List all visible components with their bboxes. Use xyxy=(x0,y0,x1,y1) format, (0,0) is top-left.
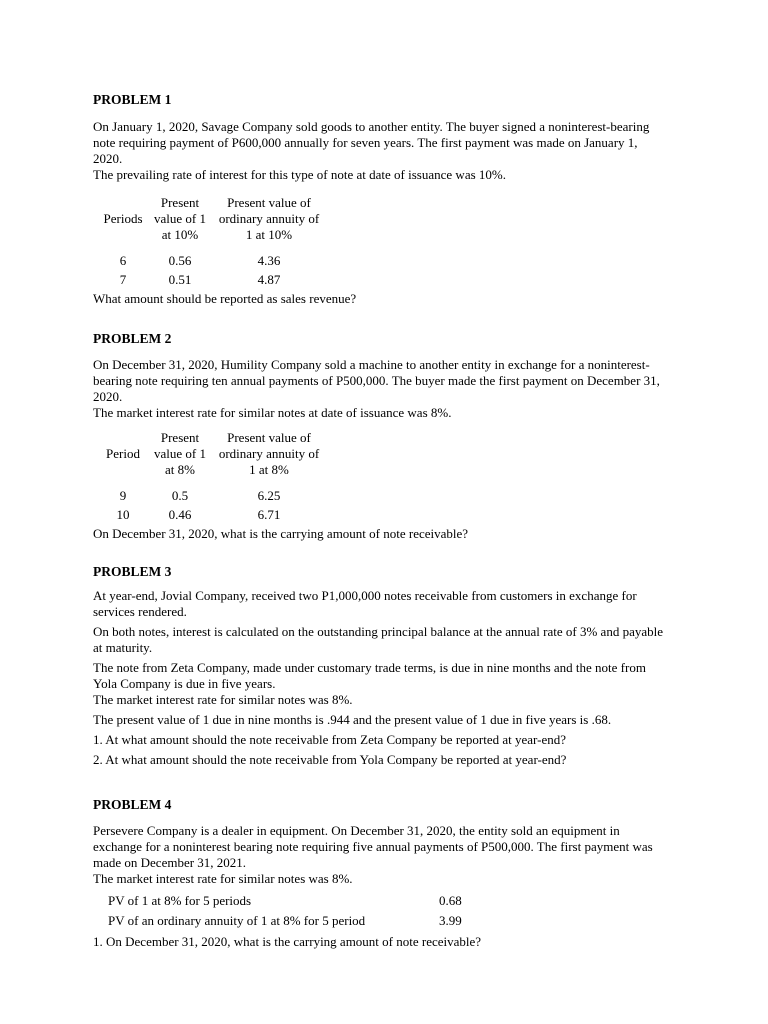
table-header: 1 at 10% xyxy=(245,227,293,242)
table-row xyxy=(97,507,327,523)
table-cell: 4.36 xyxy=(257,253,281,268)
problem-2-question: On December 31, 2020, what is the carrying amount of note receivable? xyxy=(93,526,469,541)
problem-3-question-1: 1. At what amount should the note receivable from Zeta Company be reported at year-end? xyxy=(93,732,566,747)
table-cell: 6 xyxy=(119,253,127,268)
problem-1-pv-table xyxy=(97,195,327,288)
pv-value: 3.99 xyxy=(439,913,462,928)
table-row xyxy=(97,272,327,288)
problem-4-heading: PROBLEM 4 xyxy=(93,797,172,812)
table-cell: 0.5 xyxy=(171,488,189,503)
table-header: value of 1 xyxy=(154,211,206,226)
problem-2-heading: PROBLEM 2 xyxy=(93,331,172,346)
problem-3-pv-text: The present value of 1 due in nine months is .944 and the present value of 1 due in five years is .68. xyxy=(93,712,612,727)
table-header: Present xyxy=(160,430,200,445)
problem-2-rate-text: The market interest rate for similar notes at date of issuance was 8%. xyxy=(93,405,452,420)
table-cell: 4.87 xyxy=(257,272,281,287)
table-cell: 0.56 xyxy=(168,253,192,268)
pv-label: PV of an ordinary annuity of 1 at 8% for 5 period xyxy=(108,913,366,928)
problem-3-body xyxy=(93,588,663,768)
problem-4-question-1: 1. On December 31, 2020, what is the carrying amount of note receivable? xyxy=(93,934,482,949)
table-header: at 10% xyxy=(161,227,199,242)
problem-3-heading: PROBLEM 3 xyxy=(93,564,172,579)
table-row xyxy=(97,253,327,269)
problem-1-paragraph: On January 1, 2020, Savage Company sold goods to another entity. The buyer signed a noninterest-bearing note requiring payment of P600,000 annually for seven years. The first payment was made on January 1, 2020. xyxy=(93,119,650,166)
table-cell: 9 xyxy=(119,488,127,503)
table-row xyxy=(97,488,327,504)
problem-4-paragraph: Persevere Company is a dealer in equipment. On December 31, 2020, the entity sold an equipment in exchange for a noninterest bearing note requiring five annual payments of P500,000. The first payment was made on December 31, 2021. xyxy=(93,823,653,870)
table-cell: 7 xyxy=(119,272,127,287)
problem-3-question-2: 2. At what amount should the note receivable from Yola Company be reported at year-end? xyxy=(93,752,567,767)
table-cell: 0.51 xyxy=(168,272,192,287)
table-header: at 8% xyxy=(165,462,195,477)
table-cell: 6.25 xyxy=(257,488,281,503)
problem-1-heading: PROBLEM 1 xyxy=(93,92,172,107)
table-header: Present xyxy=(160,195,200,210)
pv-value: 0.68 xyxy=(439,893,462,908)
problem-4-body xyxy=(93,823,663,887)
problem-3-rate-text: The market interest rate for similar notes was 8%. xyxy=(93,692,353,707)
table-cell: 0.46 xyxy=(168,507,192,522)
problem-1-body xyxy=(93,119,663,183)
problem-2-paragraph: On December 31, 2020, Humility Company sold a machine to another entity in exchange for a noninterest-bearing note requiring ten annual payments of P500,000. The buyer made the first payment on December 31, 2020. xyxy=(93,357,660,404)
table-header: ordinary annuity of xyxy=(218,446,320,461)
table-header: Period xyxy=(106,446,140,461)
table-header: Periods xyxy=(103,211,143,226)
problem-2-body xyxy=(93,357,663,421)
problem-1-question: What amount should be reported as sales revenue? xyxy=(93,291,357,306)
table-cell: 10 xyxy=(116,507,130,522)
problem-3-paragraph: On both notes, interest is calculated on the outstanding principal balance at the annual rate of 3% and payable at maturity. xyxy=(93,624,664,655)
table-header: ordinary annuity of xyxy=(218,211,320,226)
problem-3-paragraph: The note from Zeta Company, made under customary trade terms, is due in nine months and the note from Yola Company is due in five years. xyxy=(93,660,646,691)
problem-3-paragraph: At year-end, Jovial Company, received two P1,000,000 notes receivable from customers in exchange for services rendered. xyxy=(93,588,637,619)
table-header: 1 at 8% xyxy=(249,462,289,477)
problem-1-rate-text: The prevailing rate of interest for this type of note at date of issuance was 10%. xyxy=(93,167,506,182)
problem-4-rate-text: The market interest rate for similar notes was 8%. xyxy=(93,871,353,886)
table-cell: 6.71 xyxy=(257,507,281,522)
pv-label: PV of 1 at 8% for 5 periods xyxy=(108,893,252,908)
table-header: Present value of xyxy=(227,195,311,210)
table-header: Present value of xyxy=(227,430,311,445)
problem-2-pv-table xyxy=(97,430,327,523)
table-header: value of 1 xyxy=(154,446,206,461)
